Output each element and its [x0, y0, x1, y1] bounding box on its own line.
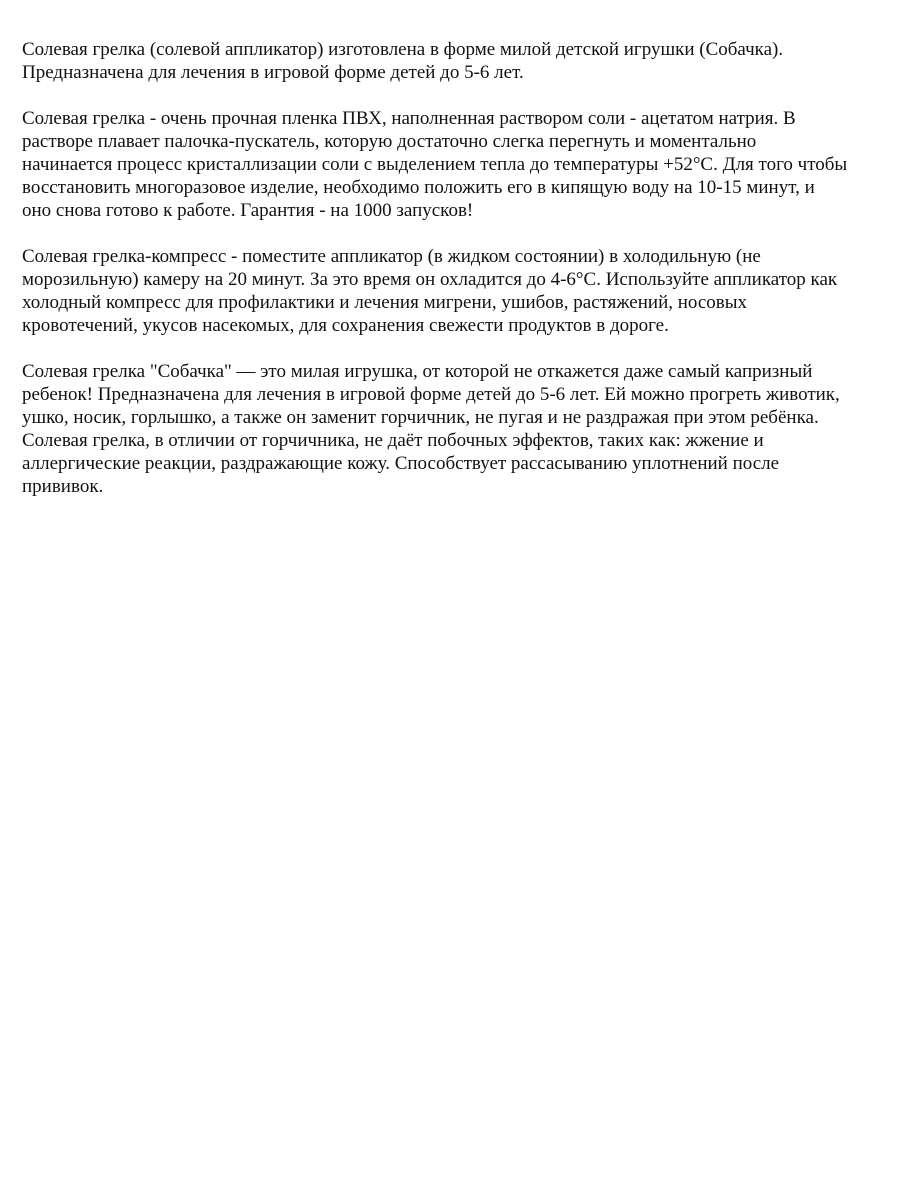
text-line: кровотечений, укусов насекомых, для сохранения свежести продуктов в дороге.	[22, 315, 669, 336]
text-line: ушко, носик, горлышко, а также он заменит горчичник, не пугая и не раздражая при этом ребёнка.	[22, 407, 819, 428]
text-line: восстановить многоразовое изделие, необходимо положить его в кипящую воду на 10-15 минут, и	[22, 177, 815, 198]
text-line: аллергические реакции, раздражающие кожу. Способствует рассасыванию уплотнений после	[22, 453, 780, 474]
text-line: оно снова готово к работе. Гарантия - на 1000 запусков!	[22, 200, 474, 221]
text-line: начинается процесс кристаллизации соли с выделением тепла до температуры +52°С. Для того чтобы	[22, 154, 848, 175]
text-line: холодный компресс для профилактики и лечения мигрени, ушибов, растяжений, носовых	[22, 292, 748, 313]
text-line: Солевая грелка (солевой аппликатор) изготовлена в форме милой детской игрушки (Собачка).	[22, 39, 784, 60]
paragraph-intro	[22, 38, 884, 84]
paragraph-toy	[22, 360, 884, 498]
text-line: растворе плавает палочка-пускатель, которую достаточно слегка перегнуть и моментально	[22, 131, 757, 152]
paragraph-compress	[22, 245, 884, 337]
text-line: Солевая грелка-компресс - поместите аппликатор (в жидком состоянии) в холодильную (не	[22, 246, 761, 267]
text-line: Предназначена для лечения в игровой форме детей до 5-6 лет.	[22, 62, 524, 83]
text-line: прививок.	[22, 476, 104, 497]
text-line: Солевая грелка - очень прочная пленка ПВХ, наполненная раствором соли - ацетатом натрия. В	[22, 108, 796, 129]
text-line: Солевая грелка, в отличии от горчичника, не даёт побочных эффектов, таких как: жжение и	[22, 430, 764, 451]
text-line: морозильную) камеру на 20 минут. За это время он охладится до 4-6°С. Используйте аппликатор как	[22, 269, 838, 290]
text-line: Солевая грелка "Собачка" — это милая игрушка, от которой не откажется даже самый капризный	[22, 361, 813, 382]
paragraph-description	[22, 107, 884, 222]
document-body	[22, 38, 884, 521]
text-line: ребенок! Предназначена для лечения в игровой форме детей до 5-6 лет. Ей можно прогреть животик,	[22, 384, 840, 405]
